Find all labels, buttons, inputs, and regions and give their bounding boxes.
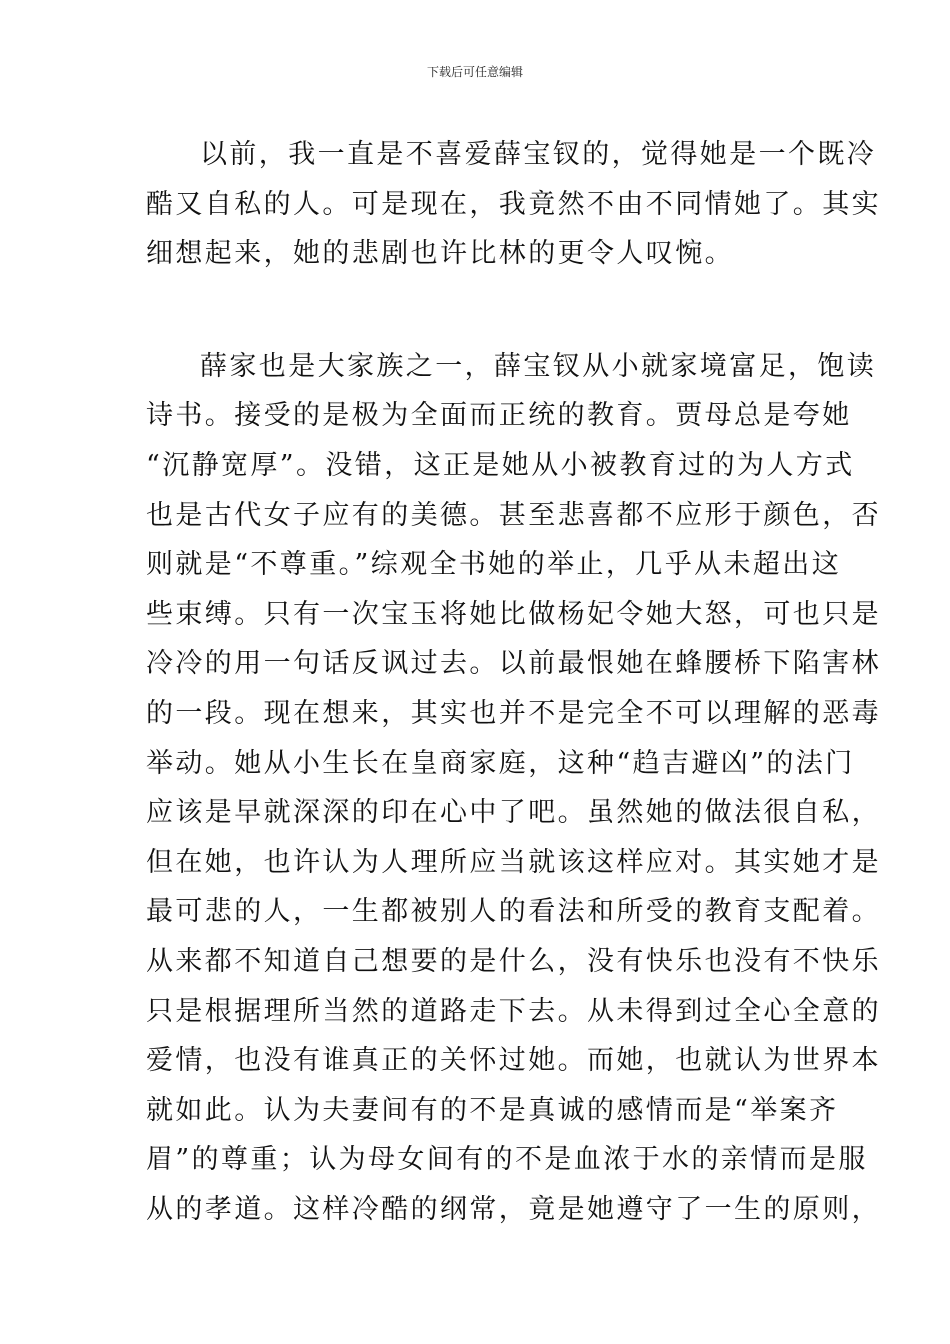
text-line: 以前，我一直是不喜爱薛宝钗的，觉得她是一个既冷 bbox=[200, 139, 877, 170]
text-line: 就如此。认为夫妻间有的不是真诚的感情而是“举案齐 bbox=[146, 1094, 839, 1126]
paragraph-1 bbox=[146, 130, 881, 279]
text-line: 些束缚。只有一次宝玉将她比做杨妃令她大怒，可也只是 bbox=[146, 598, 881, 630]
text-line: 冷冷的用一句话反讽过去。以前最恨她在蜂腰桥下陷害林 bbox=[146, 648, 881, 680]
text-line: 则就是“不尊重。”综观全书她的举止，几乎从未超出这 bbox=[146, 549, 842, 581]
text-line: 诗书。接受的是极为全面而正统的教育。贾母总是夸她 bbox=[146, 400, 852, 432]
text-line: 最可悲的人，一生都被别人的看法和所受的教育支配着。 bbox=[146, 896, 881, 928]
text-line: 细想起来，她的悲剧也许比林的更令人叹惋。 bbox=[146, 238, 734, 270]
text-line: 应该是早就深深的印在心中了吧。虽然她的做法很自私， bbox=[146, 797, 881, 829]
text-line: 的一段。现在想来，其实也并不是完全不可以理解的恶毒 bbox=[146, 697, 881, 729]
text-line: “沉静宽厚”。没错，这正是她从小被教育过的为人方式 bbox=[146, 449, 855, 481]
text-line: 从的孝道。这样冷酷的纲常，竟是她遵守了一生的原则， bbox=[146, 1193, 881, 1225]
text-line: 从来都不知道自己想要的是什么，没有快乐也没有不快乐 bbox=[146, 945, 881, 977]
text-line: 眉”的尊重；认为母女间有的不是血浓于水的亲情而是服 bbox=[146, 1144, 868, 1176]
text-line: 举动。她从小生长在皇商家庭，这种“趋吉避凶”的法门 bbox=[146, 747, 855, 779]
text-line: 只是根据理所当然的道路走下去。从未得到过全心全意的 bbox=[146, 995, 881, 1027]
text-line: 爱情，也没有谁真正的关怀过她。而她，也就认为世界本 bbox=[146, 1045, 881, 1077]
text-line: 也是古代女子应有的美德。甚至悲喜都不应形于颜色，否 bbox=[146, 499, 881, 531]
document-body bbox=[146, 130, 881, 1234]
text-line: 但在她，也许认为人理所应当就该这样应对。其实她才是 bbox=[146, 846, 881, 878]
paragraph-2 bbox=[146, 342, 881, 1235]
text-line: 酷又自私的人。可是现在，我竟然不由不同情她了。其实 bbox=[146, 188, 881, 220]
page-header: 下载后可任意编辑 bbox=[426, 65, 523, 79]
paragraph-spacer bbox=[146, 279, 809, 342]
text-line: 薛家也是大家族之一，薛宝钗从小就家境富足，饱读 bbox=[200, 350, 877, 382]
